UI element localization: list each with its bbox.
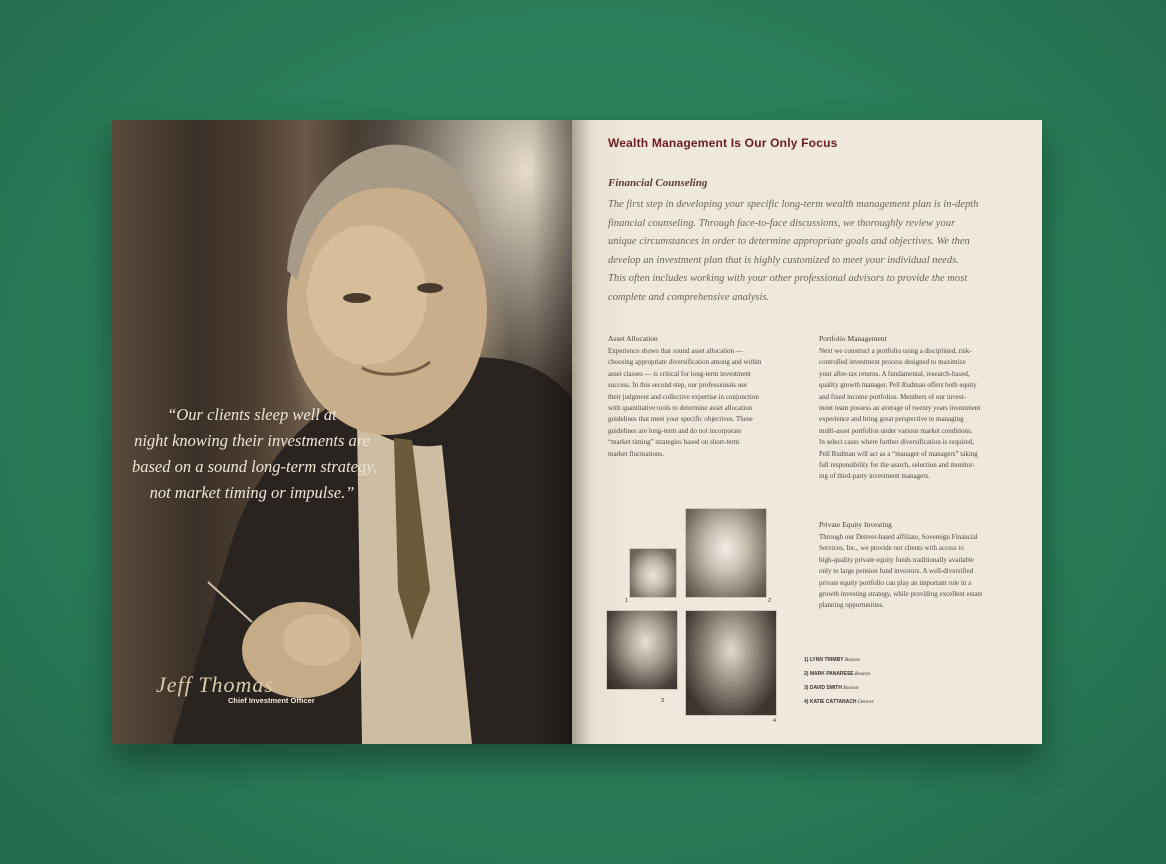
quote-line: night knowing their investments are xyxy=(134,431,370,450)
body-line: In select cases where further diversification is required, xyxy=(819,438,975,447)
portfolio-management-column xyxy=(819,334,980,483)
photo-number: 3 xyxy=(661,698,665,704)
body-line: guidelines are long-term and do not incorporate xyxy=(608,426,742,435)
body-line: Through our Denver-based affiliate, Sovereign Financial xyxy=(819,533,978,541)
staff-photo xyxy=(629,548,677,598)
body-line: Pell Rudman will act as a “manager of managers” taking xyxy=(819,449,978,458)
left-page xyxy=(112,120,572,744)
photo-number: 1 xyxy=(625,598,629,604)
caption-city: Boston xyxy=(854,671,871,677)
body-line: develop an investment plan that is highly customized to meet your individual needs. xyxy=(608,254,959,266)
body-line: Experience shows that sound asset allocation — xyxy=(608,347,743,355)
right-page xyxy=(572,120,1042,744)
caption-city: Boston xyxy=(843,685,859,691)
photo-number: 2 xyxy=(768,598,772,604)
body-line: full responsibility for the search, selection and monitor- xyxy=(819,461,975,470)
asset-allocation-column xyxy=(608,334,761,460)
body-line: with quantitative tools to determine asset allocation xyxy=(608,404,753,413)
body-line: multi-asset portfolios under various market conditions. xyxy=(819,426,973,435)
body-line: controlled investment process designed to maximize xyxy=(819,358,966,367)
section-heading: Private Equity Investing xyxy=(819,520,892,529)
section-heading: Financial Counseling xyxy=(608,177,708,189)
caption xyxy=(804,685,874,691)
body-line: Next we construct a portfolio using a disciplined, risk- xyxy=(819,347,972,355)
caption-name: 2) MARK PANARESE xyxy=(804,671,854,677)
staff-photo xyxy=(685,508,767,598)
section-heading: Asset Allocation xyxy=(608,334,658,343)
body-line: This often includes working with your other professional advisors to provide the most xyxy=(608,273,968,285)
body-line: The first step in developing your specific long-term wealth management plan is in-depth xyxy=(608,199,979,210)
photo-captions xyxy=(804,657,874,713)
caption-name: 1) LYNN TRIMBY xyxy=(804,657,844,663)
gutter-shadow xyxy=(572,120,590,744)
body-line: ing of third-party investment managers. xyxy=(819,472,930,481)
body-line: market fluctuations. xyxy=(608,449,664,458)
body-line: planning opportunities. xyxy=(819,601,884,610)
quote-line: based on a sound long-term strategy, xyxy=(132,457,377,476)
body-line: their judgment and collective expertise in conjunction xyxy=(608,392,759,401)
body-line: growth investing strategy, while providing excellent estate xyxy=(819,590,983,599)
section-heading: Portfolio Management xyxy=(819,334,887,343)
photo-number: 4 xyxy=(773,718,777,724)
caption-name: 3) DAVID SMITH xyxy=(804,685,842,691)
body-line: asset classes — is critical for long-term investment xyxy=(608,369,751,378)
caption xyxy=(804,671,874,677)
body-line: your after-tax returns. A fundamental, research-based, xyxy=(819,369,970,378)
body-line: financial counseling. Through face-to-face discussions, we thoroughly review your xyxy=(608,217,956,229)
staff-photo xyxy=(685,610,777,716)
caption-name: 4) KATIE CATTANACH xyxy=(804,699,857,705)
private-equity-column xyxy=(819,520,982,612)
financial-counseling-body xyxy=(608,196,1028,308)
body-line: success. In this second step, our professionals use xyxy=(608,381,748,390)
caption-city: Denver xyxy=(857,699,874,705)
pull-quote xyxy=(132,402,377,506)
staff-photo xyxy=(606,610,678,690)
body-line: ment team possess an average of twenty years investment xyxy=(819,404,981,413)
caption xyxy=(804,699,874,705)
caption-city: Boston xyxy=(844,657,861,663)
brochure-spread xyxy=(112,120,1042,744)
body-line: private equity portfolio can play an important role in a xyxy=(819,578,972,587)
caption xyxy=(804,657,874,663)
body-line: experience and bring great perspective to managing xyxy=(819,415,964,424)
body-line: Services, Inc., we provide our clients with access to xyxy=(819,544,964,553)
portrait-name: Jeff Thomas xyxy=(156,672,274,697)
page-title: Wealth Management Is Our Only Focus xyxy=(608,136,838,150)
quote-line: “Our clients sleep well at xyxy=(167,405,337,424)
body-line: choosing appropriate diversification among and within xyxy=(608,358,762,367)
portrait-title: Chief Investment Officer xyxy=(228,696,315,705)
body-line: “market timing” strategies based on short-term xyxy=(608,438,740,447)
gutter-shadow xyxy=(532,120,572,744)
body-line: quality growth manager, Pell Rudman offers both equity xyxy=(819,381,977,390)
body-line: guidelines that meet your specific objectives. These xyxy=(608,415,753,424)
body-line: only to large pension fund investors. A well-diversified xyxy=(819,567,974,576)
body-line: high-quality private equity funds traditionally available xyxy=(819,555,974,564)
quote-line: not market timing or impulse.” xyxy=(149,483,355,502)
body-line: unique circumstances in order to determine appropriate goals and objectives. We then xyxy=(608,236,970,248)
body-line: and fixed income portfolios. Members of our invest- xyxy=(819,392,966,401)
body-line: complete and comprehensive analysis. xyxy=(608,291,770,303)
